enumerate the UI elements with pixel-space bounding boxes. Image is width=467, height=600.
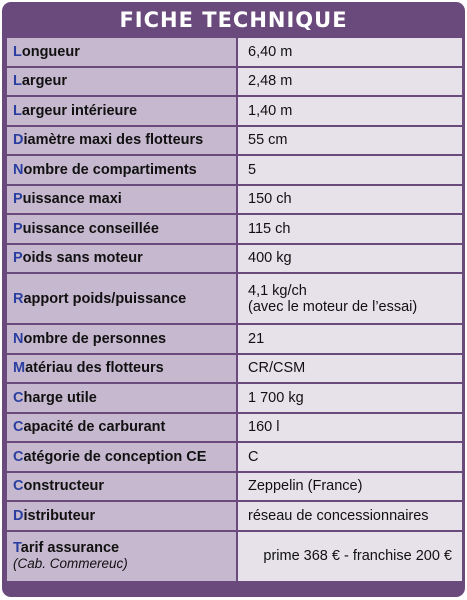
label-initial: C <box>13 419 24 436</box>
label-initial: T <box>13 540 21 556</box>
value-line: 4,1 kg/ch <box>248 282 307 299</box>
label-initial: P <box>13 250 23 267</box>
row-value: 1 700 kg <box>238 384 462 412</box>
label-text: onstructeur <box>23 478 105 495</box>
label-initial: D <box>13 132 24 149</box>
table-row <box>7 443 462 471</box>
label-text: ongueur <box>21 43 80 60</box>
label-initial: P <box>13 191 23 208</box>
label-text: atériau des flotteurs <box>25 360 164 377</box>
row-value: 115 ch <box>238 215 462 243</box>
label-initial: N <box>13 330 24 347</box>
table-row <box>7 502 462 530</box>
label-text: iamètre maxi des flotteurs <box>23 132 204 149</box>
label-text: uissance conseillée <box>22 220 159 237</box>
table-row <box>7 186 462 214</box>
label-text: argeur <box>21 73 67 90</box>
label-text: uissance maxi <box>22 191 122 208</box>
table-row <box>7 384 462 412</box>
row-label <box>7 215 236 243</box>
row-value: C <box>238 443 462 471</box>
label-text: istributeur <box>23 507 96 524</box>
label-text: ombre de personnes <box>23 330 167 347</box>
row-value: CR/CSM <box>238 355 462 383</box>
table-row <box>7 532 462 581</box>
label-text: ombre de compartiments <box>23 161 197 178</box>
label-text: apacité de carburant <box>23 419 166 436</box>
row-value: 2,48 m <box>238 68 462 96</box>
label-main <box>13 540 119 556</box>
row-label <box>7 325 236 353</box>
table-row <box>7 325 462 353</box>
row-label <box>7 156 236 184</box>
row-label <box>7 414 236 442</box>
row-value: 160 l <box>238 414 462 442</box>
row-label <box>7 38 236 66</box>
row-label <box>7 355 236 383</box>
table-row <box>7 38 462 66</box>
row-label <box>7 473 236 501</box>
spec-sheet <box>2 2 465 597</box>
row-label <box>7 274 236 323</box>
table-row <box>7 156 462 184</box>
label-initial: C <box>13 448 24 465</box>
table-row <box>7 97 462 125</box>
label-text: arif assurance <box>20 540 120 556</box>
spec-table <box>7 38 462 581</box>
label-text: harge utile <box>23 389 97 406</box>
row-label <box>7 384 236 412</box>
row-value: Zeppelin (France) <box>238 473 462 501</box>
label-initial: N <box>13 161 24 178</box>
table-row <box>7 127 462 155</box>
row-label <box>7 502 236 530</box>
value-line: (avec le moteur de l’essai) <box>248 298 418 315</box>
table-row <box>7 414 462 442</box>
row-label <box>7 532 236 581</box>
label-text: oids sans moteur <box>22 250 143 267</box>
row-value: prime 368 € - franchise 200 € <box>238 532 462 581</box>
table-row <box>7 355 462 383</box>
row-label <box>7 127 236 155</box>
label-text: atégorie de conception CE <box>23 448 207 465</box>
row-value: 400 kg <box>238 245 462 273</box>
row-label <box>7 186 236 214</box>
row-value <box>238 274 462 323</box>
table-row <box>7 473 462 501</box>
row-label <box>7 443 236 471</box>
label-initial: L <box>13 43 22 60</box>
row-value: 1,40 m <box>238 97 462 125</box>
row-value: 5 <box>238 156 462 184</box>
row-value: 21 <box>238 325 462 353</box>
label-initial: M <box>13 360 26 377</box>
table-row <box>7 245 462 273</box>
label-initial: C <box>13 478 24 495</box>
label-initial: L <box>13 73 22 90</box>
row-value: 55 cm <box>238 127 462 155</box>
label-text: argeur intérieure <box>21 102 138 119</box>
label-initial: D <box>13 507 24 524</box>
label-initial: L <box>13 102 22 119</box>
row-value: 6,40 m <box>238 38 462 66</box>
table-row <box>7 68 462 96</box>
sheet-title: FICHE TECHNIQUE <box>119 8 348 32</box>
label-initial: C <box>13 389 24 406</box>
label-initial: P <box>13 220 23 237</box>
label-note: (Cab. Commereuc) <box>13 556 128 571</box>
row-value: 150 ch <box>238 186 462 214</box>
row-value: réseau de concessionnaires <box>238 502 462 530</box>
label-text: apport poids/puissance <box>23 290 187 307</box>
table-row <box>7 274 462 323</box>
row-label <box>7 245 236 273</box>
label-initial: R <box>13 290 24 307</box>
row-label <box>7 97 236 125</box>
row-label <box>7 68 236 96</box>
table-row <box>7 215 462 243</box>
